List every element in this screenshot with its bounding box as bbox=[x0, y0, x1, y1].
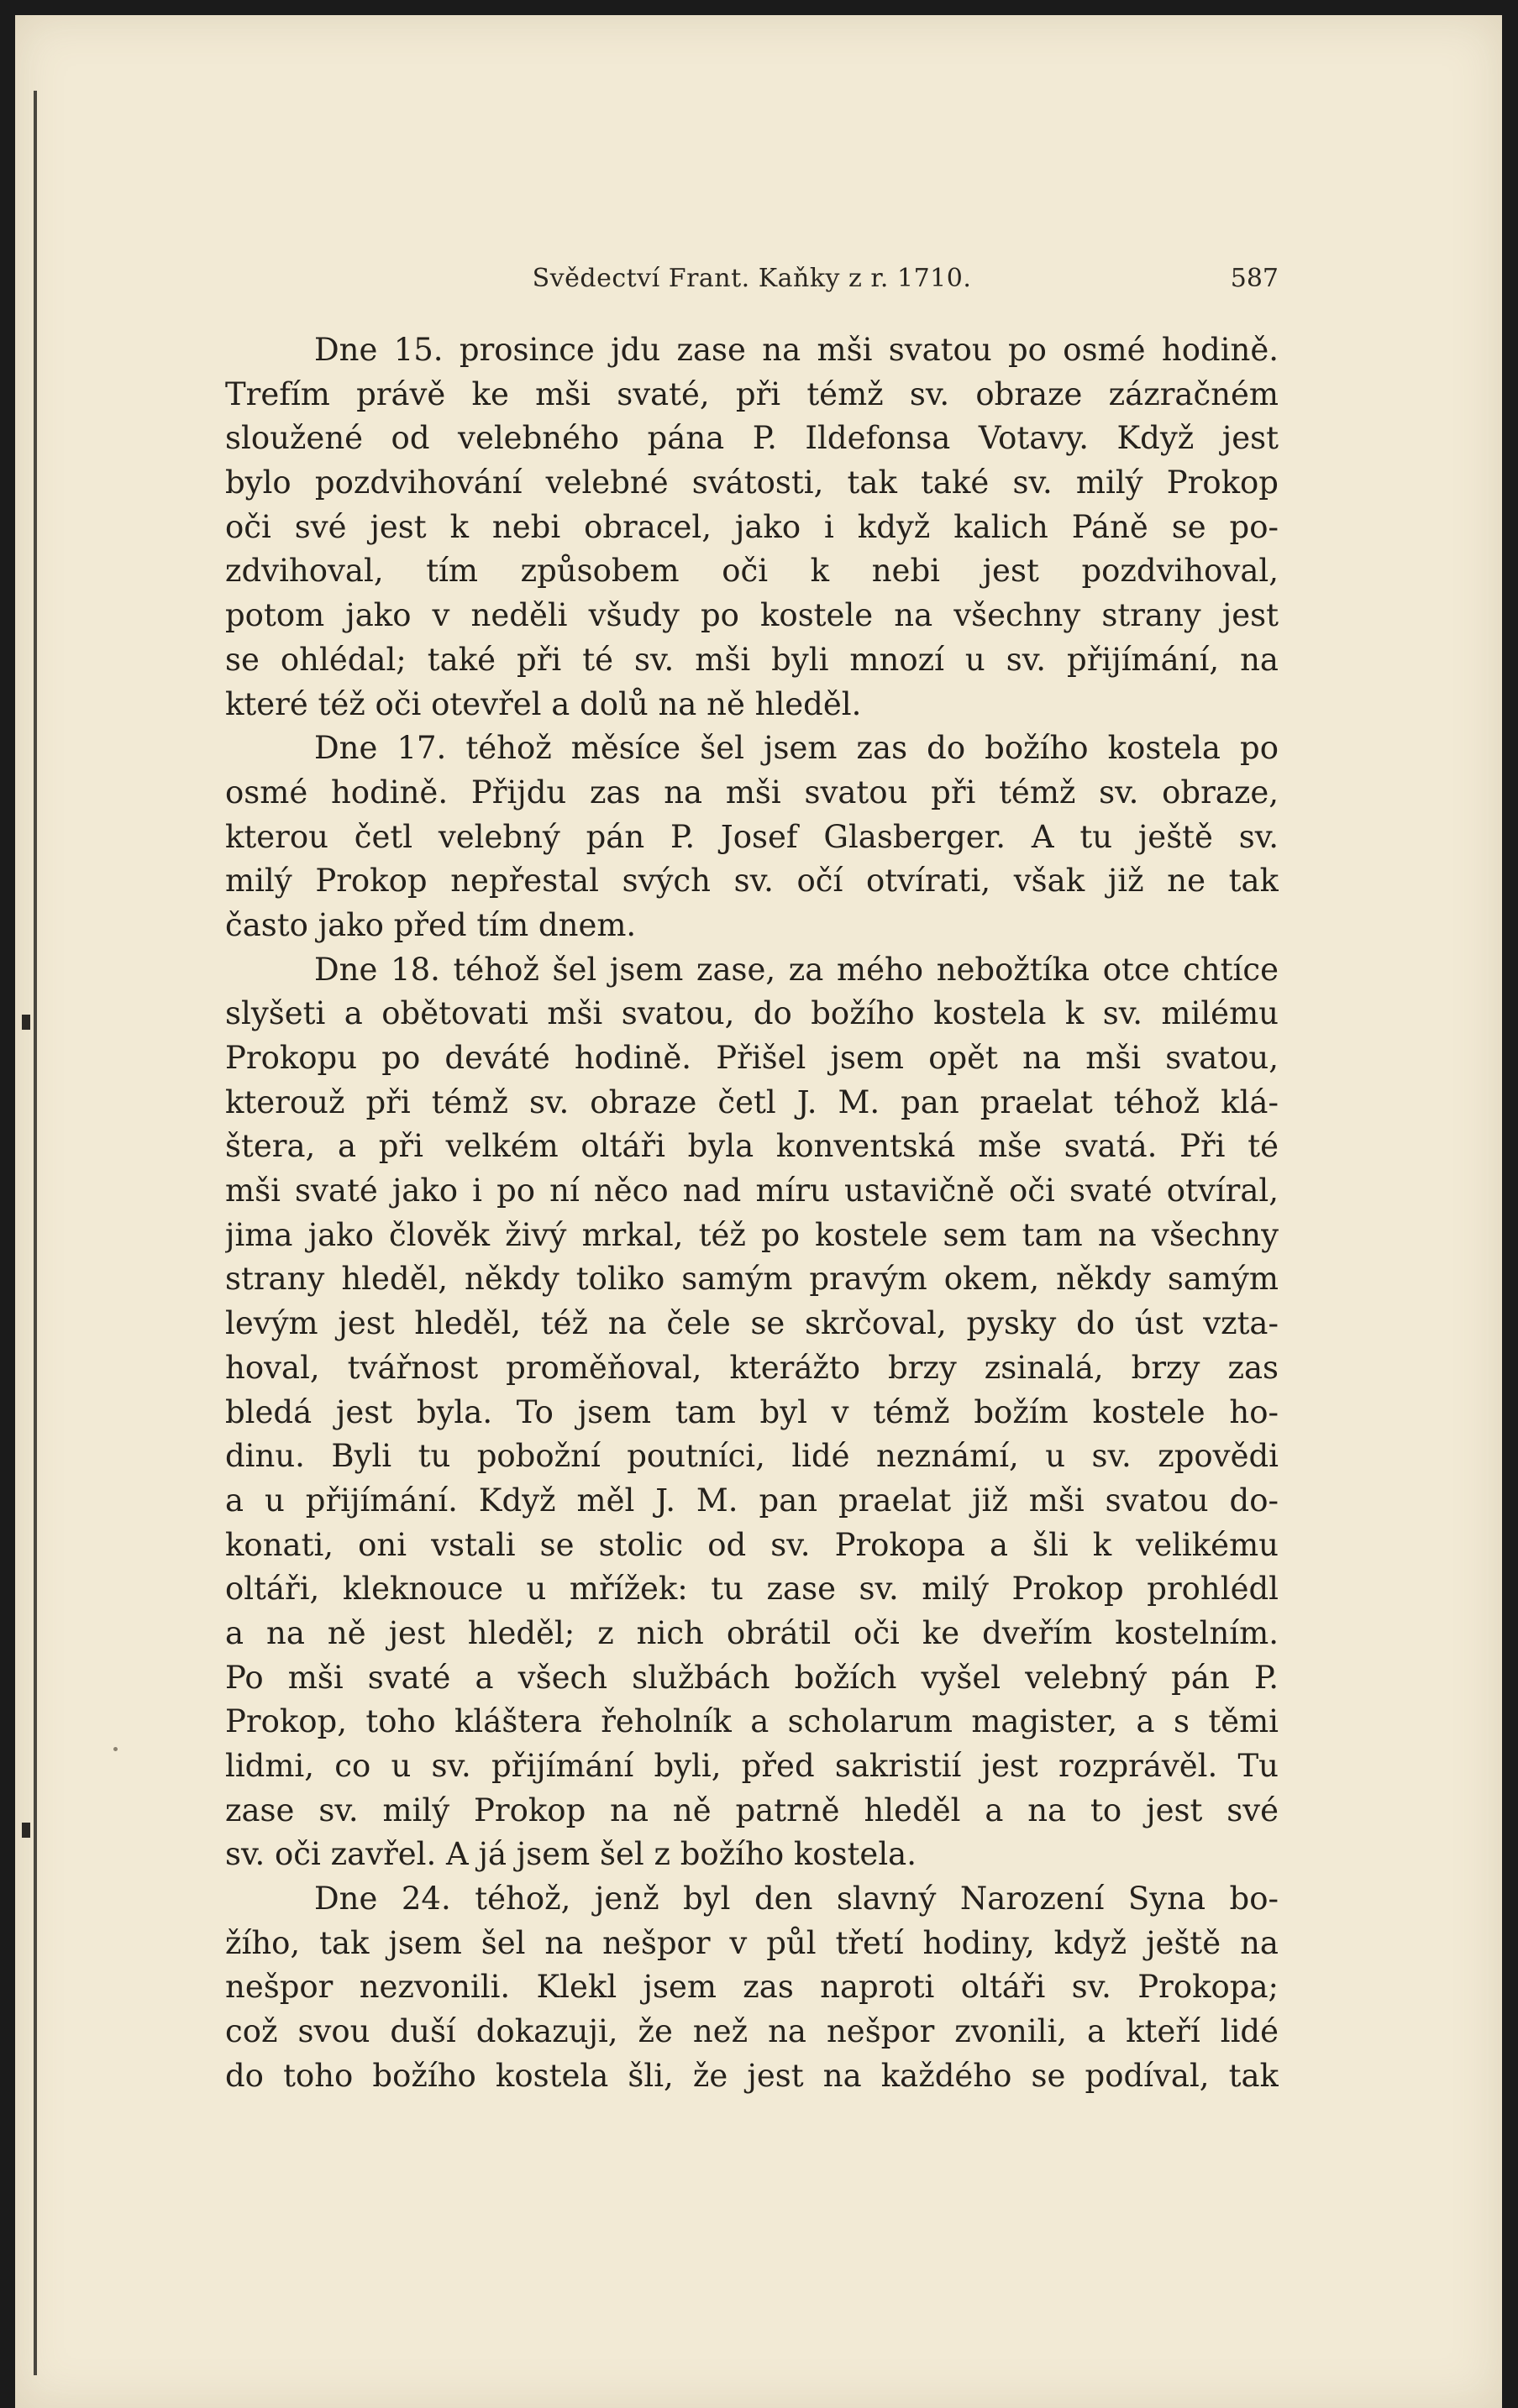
text-line: kterouž při témž sv. obraze četl J. M. pan praelat téhož klá- bbox=[225, 1083, 1279, 1120]
text-line: hoval, tvářnost proměňoval, kterážto brzy zsinalá, brzy zas bbox=[225, 1349, 1279, 1386]
text-line: často jako před tím dnem. bbox=[225, 906, 637, 943]
text-line: lidmi, co u sv. přijímání byli, před sakristií jest rozprávěl. Tu bbox=[225, 1748, 1279, 1784]
text-line: potom jako v neděli všudy po kostele na všechny strany jest bbox=[225, 597, 1279, 634]
text-line: strany hleděl, někdy toliko samým pravým okem, někdy samým bbox=[225, 1261, 1279, 1298]
text-line: mši svaté jako i po ní něco nad míru ustavičně oči svaté otvíral, bbox=[225, 1173, 1279, 1209]
edge-mark bbox=[22, 1823, 30, 1838]
text-line: se ohlédal; také při té sv. mši byli mnozí u sv. přijímání, na bbox=[225, 641, 1279, 678]
text-line: osmé hodině. Přijdu zas na mši svatou při témž sv. obraze, bbox=[225, 774, 1279, 811]
text-line: do toho božího kostela šli, že jest na každého se podíval, tak bbox=[225, 2057, 1279, 2094]
edge-mark bbox=[22, 1015, 30, 1030]
text-line: Dne 18. téhož šel jsem zase, za mého nebožtíka otce chtíce bbox=[314, 951, 1279, 988]
binding-edge-line bbox=[34, 91, 37, 2375]
text-line: zase sv. milý Prokop na ně patrně hleděl a na to jest své bbox=[225, 1792, 1279, 1828]
paper-speck bbox=[113, 1747, 118, 1751]
text-line: žího, tak jsem šel na nešpor v půl třetí hodiny, když ještě na bbox=[225, 1924, 1279, 1961]
text-line: milý Prokop nepřestal svých sv. očí otvírati, však již ne tak bbox=[225, 863, 1279, 900]
text-line: sv. oči zavřel. A já jsem šel z božího kostela. bbox=[225, 1836, 917, 1873]
text-line: štera, a při velkém oltáři byla konventská mše svatá. Při té bbox=[225, 1128, 1279, 1165]
text-line: a u přijímání. Když měl J. M. pan praelat již mši svatou do- bbox=[225, 1482, 1279, 1519]
text-line: což svou duší dokazuji, že než na nešpor zvonili, a kteří lidé bbox=[225, 2013, 1279, 2050]
text-line: levým jest hleděl, též na čele se skrčoval, pysky do úst vzta- bbox=[225, 1305, 1279, 1342]
body-text bbox=[225, 328, 1279, 2099]
running-title: Svědectví Frant. Kaňky z r. 1710. bbox=[532, 264, 972, 293]
text-line: které též oči otevřel a dolů na ně hleděl. bbox=[225, 685, 862, 722]
running-header bbox=[225, 264, 1279, 297]
text-line: Prokop, toho kláštera řeholník a scholarum magister, a s těmi bbox=[225, 1703, 1279, 1740]
text-line: dinu. Byli tu pobožní poutníci, lidé neznámí, u sv. zpovědi bbox=[225, 1438, 1279, 1475]
text-line: kterou četl velebný pán P. Josef Glasberger. A tu ještě sv. bbox=[225, 818, 1279, 855]
text-line: Prokopu po deváté hodině. Přišel jsem opět na mši svatou, bbox=[225, 1040, 1279, 1076]
text-line: Dne 17. téhož měsíce šel jsem zas do božího kostela po bbox=[314, 730, 1279, 767]
text-line: Dne 24. téhož, jenž byl den slavný Narození Syna bo- bbox=[314, 1881, 1279, 1917]
page-number: 587 bbox=[1230, 264, 1279, 293]
text-line: Po mši svaté a všech službách božích vyšel velebný pán P. bbox=[225, 1659, 1279, 1696]
text-line: konati, oni vstali se stolic od sv. Prokopa a šli k velikému bbox=[225, 1526, 1279, 1563]
text-line: zdvihoval, tím způsobem oči k nebi jest pozdvihoval, bbox=[225, 553, 1279, 590]
text-line: a na ně jest hleděl; z nich obrátil oči ke dveřím kostelním. bbox=[225, 1614, 1279, 1651]
text-line: Dne 15. prosince jdu zase na mši svatou po osmé hodině. bbox=[314, 332, 1279, 368]
text-line: slyšeti a obětovati mši svatou, do božího kostela k sv. milému bbox=[225, 995, 1279, 1032]
text-line: bledá jest byla. To jsem tam byl v témž božím kostele ho- bbox=[225, 1393, 1279, 1430]
text-line: jima jako člověk živý mrkal, též po kostele sem tam na všechny bbox=[225, 1216, 1279, 1253]
text-line: Trefím právě ke mši svaté, při témž sv. obraze zázračném bbox=[225, 375, 1279, 412]
text-line: sloužené od velebného pána P. Ildefonsa Votavy. Když jest bbox=[225, 420, 1279, 457]
text-line: oltáři, kleknouce u mřížek: tu zase sv. milý Prokop prohlédl bbox=[225, 1571, 1279, 1608]
text-line: oči své jest k nebi obracel, jako i když kalich Páně se po- bbox=[225, 508, 1279, 545]
book-page bbox=[15, 15, 1502, 2408]
text-line: nešpor nezvonili. Klekl jsem zas naproti oltáři sv. Prokopa; bbox=[225, 1969, 1279, 2006]
text-line: bylo pozdvihování velebné svátosti, tak také sv. milý Prokop bbox=[225, 464, 1279, 501]
